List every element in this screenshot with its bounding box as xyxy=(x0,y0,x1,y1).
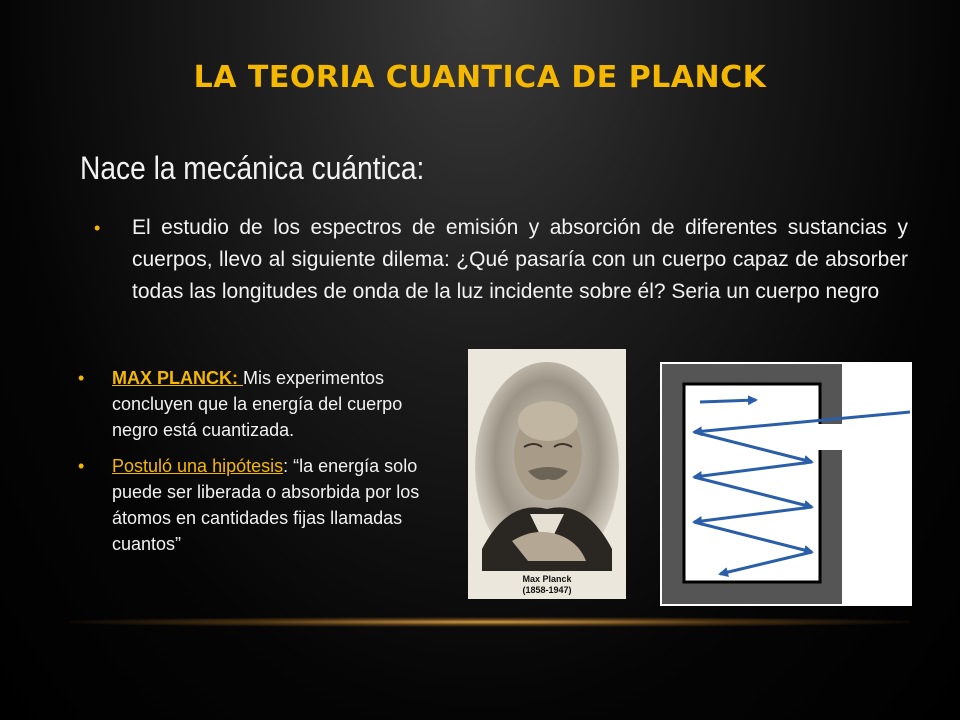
black-body-cavity-diagram xyxy=(660,362,912,606)
portrait-image xyxy=(468,349,626,599)
bullet-dot-icon: • xyxy=(78,456,85,476)
slide-subtitle: Nace la mecánica cuántica: xyxy=(80,150,425,186)
slide-title: LA TEORIA CUANTICA DE PLANCK xyxy=(193,60,767,95)
caption-dates: (1858-1947) xyxy=(522,585,572,595)
list-item xyxy=(78,365,438,443)
list-item xyxy=(78,453,438,557)
list-item-text: : “la energía solo puede ser liberada o absorbida por los átomos en cantidades fijas llamadas cuantos” xyxy=(112,456,420,554)
bullet-dot-icon: • xyxy=(94,218,101,238)
main-bullet xyxy=(94,212,908,308)
left-bullet-list xyxy=(78,365,438,567)
max-planck-portrait xyxy=(468,349,626,599)
portrait-caption xyxy=(468,574,626,596)
bullet-dot-icon: • xyxy=(78,368,85,388)
bottom-glow-divider xyxy=(70,617,910,627)
cavity-svg xyxy=(660,362,912,606)
main-bullet-text: El estudio de los espectros de emisión y absorción de diferentes sustancias y cuerpos, llevo al siguiente dilema: ¿Qué pasaría con un cuerpo capaz de absorber todas las longitudes de onda de la luz incidente sobre él? Seria un cuerpo negro xyxy=(132,216,908,303)
caption-name: Max Planck xyxy=(522,574,572,584)
list-item-text: Mis experimentos concluyen que la energía del cuerpo negro está cuantizada. xyxy=(112,368,403,440)
max-planck-keyword: MAX PLANCK: xyxy=(112,368,243,388)
hypothesis-keyword: Postuló una hipótesis xyxy=(112,456,284,476)
